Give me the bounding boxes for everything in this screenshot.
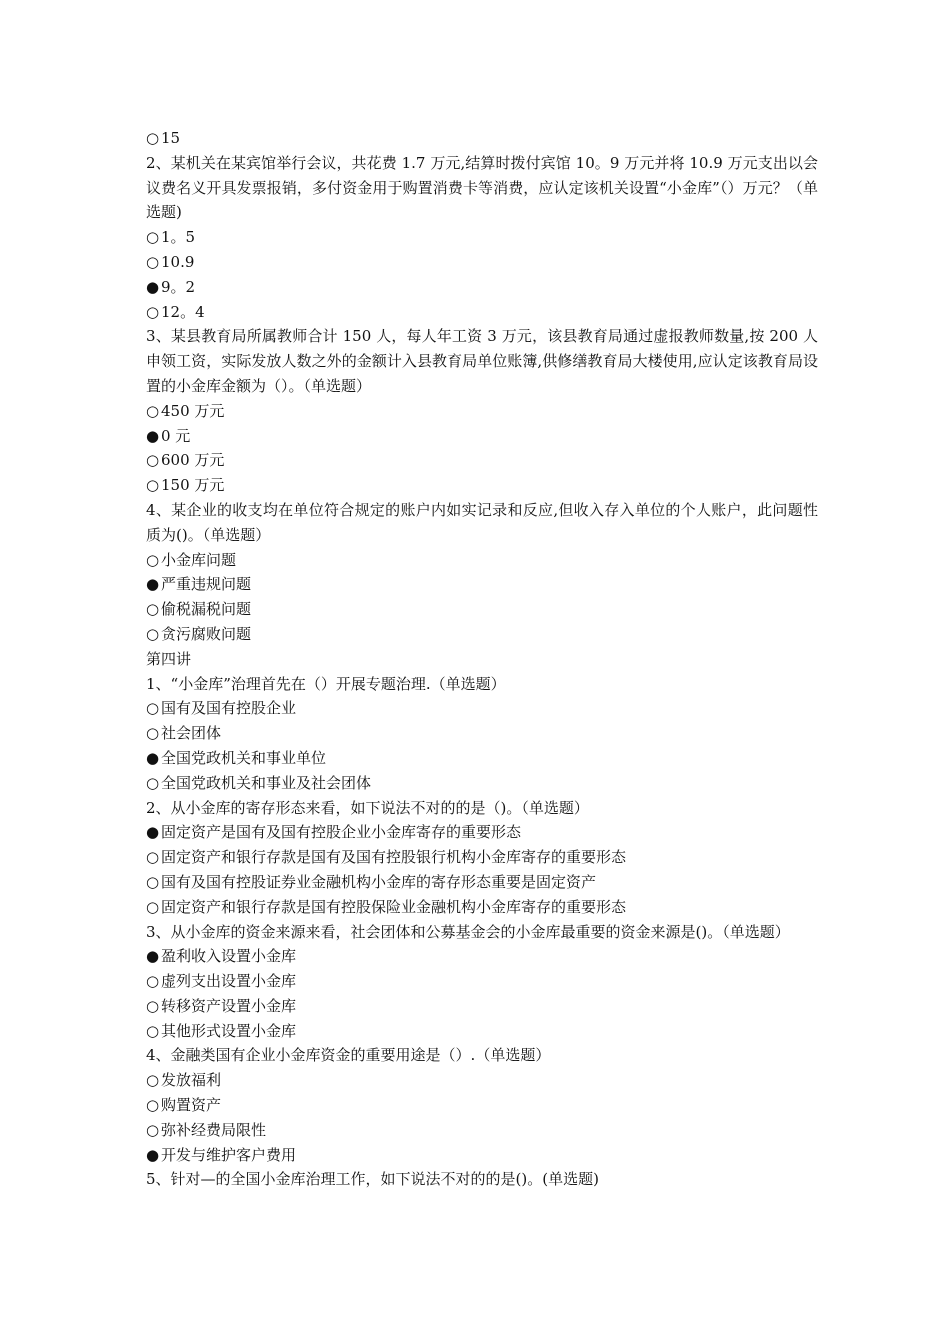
empty-circle-icon: ○ xyxy=(146,600,160,619)
answer-option xyxy=(146,300,826,325)
answer-option-selected xyxy=(146,820,826,845)
question-text: 1、“小金库”治理首先在（）开展专题治理.（单选题） xyxy=(146,674,506,693)
empty-circle-icon: ○ xyxy=(146,476,160,495)
filled-circle-icon: ● xyxy=(146,748,160,767)
empty-circle-icon: ○ xyxy=(146,724,160,743)
option-text: 虚列支出设置小金库 xyxy=(161,972,297,991)
option-text: 国有及国有控股企业 xyxy=(161,699,297,718)
option-text: 购置资产 xyxy=(161,1096,222,1115)
option-text: 贪污腐败问题 xyxy=(161,624,252,643)
answer-option xyxy=(146,250,826,275)
answer-option xyxy=(146,1019,826,1044)
option-text: 盈利收入设置小金库 xyxy=(161,947,297,966)
option-text: 严重违规问题 xyxy=(161,575,252,594)
empty-circle-icon: ○ xyxy=(146,773,160,792)
question-text: 3、从小金库的资金来源来看，社会团体和公募基金会的小金库最重要的资金来源是()。（单选题） xyxy=(146,922,790,941)
answer-option xyxy=(146,870,826,895)
answer-option xyxy=(146,845,826,870)
filled-circle-icon: ● xyxy=(146,823,160,842)
answer-option-selected xyxy=(146,944,826,969)
empty-circle-icon: ○ xyxy=(146,1071,160,1090)
answer-option-selected xyxy=(146,1143,826,1168)
answer-option xyxy=(146,548,826,573)
filled-circle-icon: ● xyxy=(146,1145,160,1164)
filled-circle-icon: ● xyxy=(146,426,160,445)
option-text: 固定资产和银行存款是国有及国有控股银行机构小金库寄存的重要形态 xyxy=(161,848,627,867)
option-text: 弥补经费局限性 xyxy=(161,1120,267,1139)
answer-option-selected xyxy=(146,572,826,597)
option-text: 150 万元 xyxy=(161,476,225,495)
question-text: 2、某机关在某宾馆举行会议，共花费 1.7 万元,结算时拨付宾馆 10。9 万元并将 10.9 万元支出以会议费名义开具发票报销，多付资金用于购置消费卡等消费，应认定该机关设置“小金库”（）万元？（单选题) xyxy=(146,153,818,222)
answer-option xyxy=(146,721,826,746)
empty-circle-icon: ○ xyxy=(146,699,160,718)
empty-circle-icon: ○ xyxy=(146,252,160,271)
question-text: 5、针对—的全国小金库治理工作，如下说法不对的的是()。(单选题) xyxy=(146,1170,599,1189)
empty-circle-icon: ○ xyxy=(146,624,160,643)
answer-option xyxy=(146,448,826,473)
empty-circle-icon: ○ xyxy=(146,550,160,569)
empty-circle-icon: ○ xyxy=(146,1021,160,1040)
answer-option xyxy=(146,696,826,721)
section-heading: 第四讲 xyxy=(146,649,192,668)
filled-circle-icon: ● xyxy=(146,575,160,594)
answer-option-selected xyxy=(146,746,826,771)
option-text: 其他形式设置小金库 xyxy=(161,1021,297,1040)
option-text: 社会团体 xyxy=(161,724,222,743)
option-text: 10.9 xyxy=(161,252,195,271)
option-text: 国有及国有控股证券业金融机构小金库的寄存形态重要是固定资产 xyxy=(161,872,597,891)
document-page xyxy=(146,126,826,1192)
answer-option xyxy=(146,1093,826,1118)
option-text: 1。5 xyxy=(161,228,196,247)
answer-option xyxy=(146,622,826,647)
empty-circle-icon: ○ xyxy=(146,996,160,1015)
answer-option xyxy=(146,597,826,622)
question-text: 2、从小金库的寄存形态来看，如下说法不对的的是（)。（单选题） xyxy=(146,798,589,817)
empty-circle-icon: ○ xyxy=(146,848,160,867)
empty-circle-icon: ○ xyxy=(146,228,160,247)
option-text: 发放福利 xyxy=(161,1071,222,1090)
answer-option xyxy=(146,994,826,1019)
answer-option-selected xyxy=(146,424,826,449)
empty-circle-icon: ○ xyxy=(146,897,160,916)
empty-circle-icon: ○ xyxy=(146,129,160,147)
answer-option xyxy=(146,771,826,796)
option-text: 偷税漏税问题 xyxy=(161,600,252,619)
question-text: 4、金融类国有企业小金库资金的重要用途是（）.（单选题） xyxy=(146,1046,551,1065)
option-text: 转移资产设置小金库 xyxy=(161,996,297,1015)
option-text: 600 万元 xyxy=(161,451,225,470)
question-text: 3、某县教育局所属教师合计 150 人，每人年工资 3 万元，该县教育局通过虚报教师数量,按 200 人申领工资，实际发放人数之外的金额计入县教育局单位账簿,供修缮教育局大楼使用,应认定该教育局设置的小金库金额为（）。（单选题） xyxy=(146,327,818,395)
answer-option xyxy=(146,895,826,920)
answer-option xyxy=(146,969,826,994)
empty-circle-icon: ○ xyxy=(146,302,160,321)
option-text: 开发与维护客户费用 xyxy=(161,1145,297,1164)
filled-circle-icon: ● xyxy=(146,277,160,296)
option-text: 15 xyxy=(161,129,181,147)
option-text: 小金库问题 xyxy=(161,550,237,569)
empty-circle-icon: ○ xyxy=(146,1096,160,1115)
empty-circle-icon: ○ xyxy=(146,1120,160,1139)
empty-circle-icon: ○ xyxy=(146,451,160,470)
option-text: 全国党政机关和事业及社会团体 xyxy=(161,773,372,792)
answer-option xyxy=(146,126,826,151)
empty-circle-icon: ○ xyxy=(146,872,160,891)
option-text: 固定资产是国有及国有控股企业小金库寄存的重要形态 xyxy=(161,823,522,842)
empty-circle-icon: ○ xyxy=(146,972,160,991)
answer-option-selected xyxy=(146,275,826,300)
option-text: 12。4 xyxy=(161,302,205,321)
option-text: 9。2 xyxy=(161,277,196,296)
answer-option xyxy=(146,399,826,424)
answer-option xyxy=(146,225,826,250)
answer-option xyxy=(146,1118,826,1143)
filled-circle-icon: ● xyxy=(146,947,160,966)
option-text: 450 万元 xyxy=(161,401,225,420)
answer-option xyxy=(146,473,826,498)
option-text: 固定资产和银行存款是国有控股保险业金融机构小金库寄存的重要形态 xyxy=(161,897,627,916)
empty-circle-icon: ○ xyxy=(146,401,160,420)
option-text: 全国党政机关和事业单位 xyxy=(161,748,327,767)
document-body xyxy=(146,126,826,1192)
answer-option xyxy=(146,1068,826,1093)
option-text: 0 元 xyxy=(161,426,191,445)
question-text: 4、某企业的收支均在单位符合规定的账户内如实记录和反应,但收入存入单位的个人账户，此问题性质为()。（单选题） xyxy=(146,500,818,544)
